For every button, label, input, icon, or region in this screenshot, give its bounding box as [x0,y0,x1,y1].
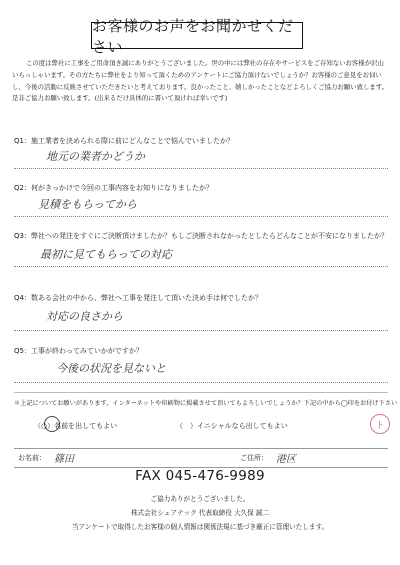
question-2-line [14,216,388,217]
intro-paragraph: この度は弊社に工事をご用命頂き誠にありがとうございました。世の中には弊社の存在やサービスをご存知ないお客様が沢山いらっしゃいます。その方たちに弊社をより知って頂くためのアンケートにご協力頂けないでしょうか？お客様のご意見をお伺いし、今後の活動に反映させていただきたいと考えております。良かったこと、嬉しかったことなどよろしくご協力お願い致します。是非ご協力お願い致します。(出来るだけ具体的に書いて頂ければ幸いです) [12,59,389,103]
fax-number: FAX 045-476-9989 [135,468,265,484]
question-2-answer: 見積をもらってから [38,198,137,211]
question-2-label: Q2：何がきっかけで今回の工事内容をお知りになりましたか？ [14,184,213,192]
question-4-label: Q4：数ある会社の中から、弊社へ工事を発注して頂いた決め手は何でしたか？ [14,294,262,302]
option-1-label: 名前を出してもよい [54,422,118,430]
thanks-text: ご協力ありがとうございました。 [150,495,250,503]
address-value: 港区 [276,454,296,465]
question-5-line [14,382,388,383]
question-4-line [14,330,388,331]
seal-stamp: ト [370,414,390,434]
question-5-label: Q5：工事が終わってみていかがですか？ [14,347,143,355]
survey-title: お客様のお声をお聞かせください [91,22,303,49]
option-2-label: イニシャルなら出してもよい [197,422,288,430]
name-label: お名前： [18,454,46,462]
address-label: ご住所： [240,454,268,462]
question-3-line [14,266,388,267]
permission-option-name: （○）名前を出してもよい [34,422,118,430]
question-1-answer: 地元の業者かどうか [46,150,145,163]
question-3-label: Q3：弊社への発注をすぐにご決断頂けましたか？もしご決断されなかったとしたらどんなことが不安になりましたか？ [14,232,388,240]
section-divider [14,392,388,393]
question-1-label: Q1：施工業者を決められる際に前にどんなことで悩んでいましたか？ [14,137,234,145]
privacy-text: 当アンケートで取得したお客様の個人情報は関係法規に基づき厳正に管理いたします。 [71,523,329,531]
name-value: 篠田 [54,454,74,465]
intro-text [12,58,390,105]
permission-text: ＊上記についてお願いがあります。インターネットや印刷物に掲載させて頂いてもよろしいでしょうか？下記の中から◯印をお付け下さい [14,400,398,407]
option-1-mark: ○ [41,422,48,430]
question-3-answer: 最初に見てもらっての対応 [40,248,172,261]
question-5-answer: 今後の状況を見ないと [56,362,166,375]
name-address-row [14,448,388,468]
company-text: 株式会社シェアテック 代表取締役 大久保 誠二 [130,509,270,517]
question-1-line [14,168,388,169]
question-4-answer: 対応の良さから [46,310,123,323]
permission-option-initial: （ ）イニシャルなら出してもよい [176,422,288,430]
